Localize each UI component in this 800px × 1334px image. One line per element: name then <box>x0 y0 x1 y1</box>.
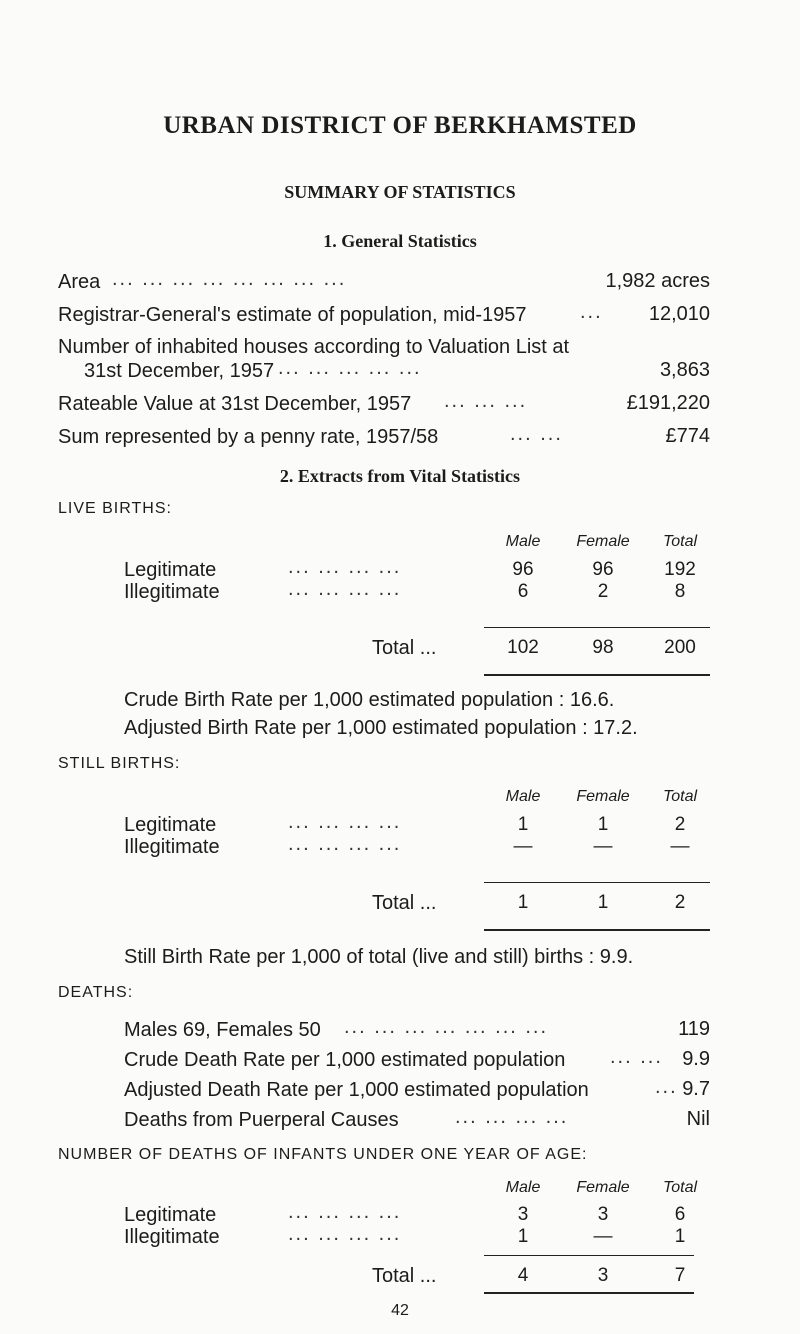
houses-label-line2: 31st December, 1957 <box>84 360 275 382</box>
houses-dots: ... ... ... ... ... <box>278 357 422 379</box>
general-statistics-heading: 1. General Statistics <box>323 231 477 251</box>
total-male: 102 <box>507 637 539 658</box>
infant-deaths-label: NUMBER OF DEATHS OF INFANTS UNDER ONE YEAR OF AGE: <box>58 1146 588 1163</box>
population-dots: ... <box>580 301 603 323</box>
cell-female: — <box>593 836 613 857</box>
row-label: Illegitimate <box>124 1226 220 1248</box>
total-male: 4 <box>517 1265 529 1286</box>
total-female: 3 <box>597 1265 609 1286</box>
cell-total: 1 <box>674 1226 686 1247</box>
cell-female: 1 <box>597 814 609 835</box>
page-title: URBAN DISTRICT OF BERKHAMSTED <box>163 112 637 139</box>
col-header-total: Total <box>662 1179 698 1196</box>
total-rule-bottom <box>484 1292 694 1294</box>
population-value: 12,010 <box>648 303 710 325</box>
total-female: 1 <box>597 892 609 913</box>
area-dots: ... ... ... ... ... ... ... ... <box>112 268 347 290</box>
cell-male: — <box>513 836 533 857</box>
rateable-value-label: Rateable Value at 31st December, 1957 <box>58 393 412 415</box>
adjusted-death-rate-value: 9.7 <box>682 1078 710 1100</box>
area-label: Area <box>58 271 101 293</box>
cell-male: 96 <box>512 559 534 580</box>
cell-female: 3 <box>597 1204 609 1225</box>
total-rule-top <box>484 882 710 883</box>
cell-male: 3 <box>517 1204 529 1225</box>
adjusted-death-rate-dots: ... <box>655 1076 678 1098</box>
cell-total: 192 <box>664 559 696 580</box>
cell-total: 2 <box>674 814 686 835</box>
penny-rate-label: Sum represented by a penny rate, 1957/58 <box>58 426 439 448</box>
total-male: 1 <box>517 892 529 913</box>
row-label: Legitimate <box>124 559 217 581</box>
penny-rate-dots: ... ... <box>510 423 563 445</box>
cell-female: — <box>593 1226 613 1247</box>
total-rule-top <box>484 627 710 628</box>
crude-birth-rate: Crude Birth Rate per 1,000 estimated population : 16.6. <box>124 689 615 711</box>
still-births-label: STILL BIRTHS: <box>58 755 181 772</box>
rateable-value-dots: ... ... ... <box>444 390 528 412</box>
crude-death-rate-dots: ... ... <box>610 1046 663 1068</box>
total-total: 7 <box>674 1265 686 1286</box>
houses-value: 3,863 <box>659 359 710 381</box>
total-label: Total ... <box>372 637 437 659</box>
deaths-total-label: Males 69, Females 50 <box>124 1019 321 1041</box>
cell-female: 96 <box>592 559 614 580</box>
adjusted-birth-rate: Adjusted Birth Rate per 1,000 estimated population : 17.2. <box>124 717 638 739</box>
penny-rate-value: £774 <box>665 425 710 447</box>
row-label: Legitimate <box>124 1204 217 1226</box>
col-header-female: Female <box>576 1179 630 1196</box>
total-rule-bottom <box>484 674 710 676</box>
row-label: Illegitimate <box>124 581 220 603</box>
vital-statistics-heading: 2. Extracts from Vital Statistics <box>279 466 521 486</box>
col-header-female: Female <box>576 788 630 805</box>
total-rule-top <box>484 1255 694 1256</box>
crude-death-rate-value: 9.9 <box>682 1048 710 1070</box>
page-subtitle: SUMMARY OF STATISTICS <box>284 182 516 202</box>
cell-male: 6 <box>517 581 529 602</box>
puerperal-value: Nil <box>686 1108 710 1130</box>
crude-death-rate-label: Crude Death Rate per 1,000 estimated population <box>124 1049 566 1071</box>
deaths-label: DEATHS: <box>58 984 134 1001</box>
total-female: 98 <box>592 637 614 658</box>
total-rule-bottom <box>484 929 710 931</box>
row-dots: ... ... ... ... <box>288 833 402 855</box>
row-label: Legitimate <box>124 814 217 836</box>
total-label: Total ... <box>372 1265 437 1287</box>
total-total: 200 <box>664 637 696 658</box>
page-number: 42 <box>391 1302 409 1319</box>
adjusted-death-rate-label: Adjusted Death Rate per 1,000 estimated population <box>124 1079 589 1101</box>
col-header-male: Male <box>505 1179 541 1196</box>
cell-male: 1 <box>517 814 529 835</box>
total-label: Total ... <box>372 892 437 914</box>
col-header-female: Female <box>576 533 630 550</box>
cell-total: 6 <box>674 1204 686 1225</box>
total-total: 2 <box>674 892 686 913</box>
live-births-label: LIVE BIRTHS: <box>58 500 172 517</box>
still-birth-rate: Still Birth Rate per 1,000 of total (live and still) births : 9.9. <box>124 946 634 968</box>
houses-label: Number of inhabited houses according to Valuation List at <box>58 336 570 358</box>
deaths-total-value: 119 <box>678 1018 710 1040</box>
row-dots: ... ... ... ... <box>288 578 402 600</box>
row-dots: ... ... ... ... <box>288 1223 402 1245</box>
area-value: 1,982 acres <box>605 270 710 292</box>
row-dots: ... ... ... ... <box>288 1201 402 1223</box>
cell-female: 2 <box>597 581 609 602</box>
rateable-value-value: £191,220 <box>626 392 710 414</box>
col-header-male: Male <box>505 533 541 550</box>
deaths-total-dots: ... ... ... ... ... ... ... <box>344 1016 549 1038</box>
col-header-total: Total <box>662 533 698 550</box>
col-header-male: Male <box>505 788 541 805</box>
row-dots: ... ... ... ... <box>288 811 402 833</box>
row-label: Illegitimate <box>124 836 220 858</box>
cell-total: — <box>670 836 690 857</box>
population-label: Registrar-General's estimate of population, mid-1957 <box>58 304 527 326</box>
puerperal-label: Deaths from Puerperal Causes <box>124 1109 399 1131</box>
row-dots: ... ... ... ... <box>288 556 402 578</box>
puerperal-dots: ... ... ... ... <box>455 1106 569 1128</box>
cell-total: 8 <box>674 581 686 602</box>
cell-male: 1 <box>517 1226 529 1247</box>
col-header-total: Total <box>662 788 698 805</box>
